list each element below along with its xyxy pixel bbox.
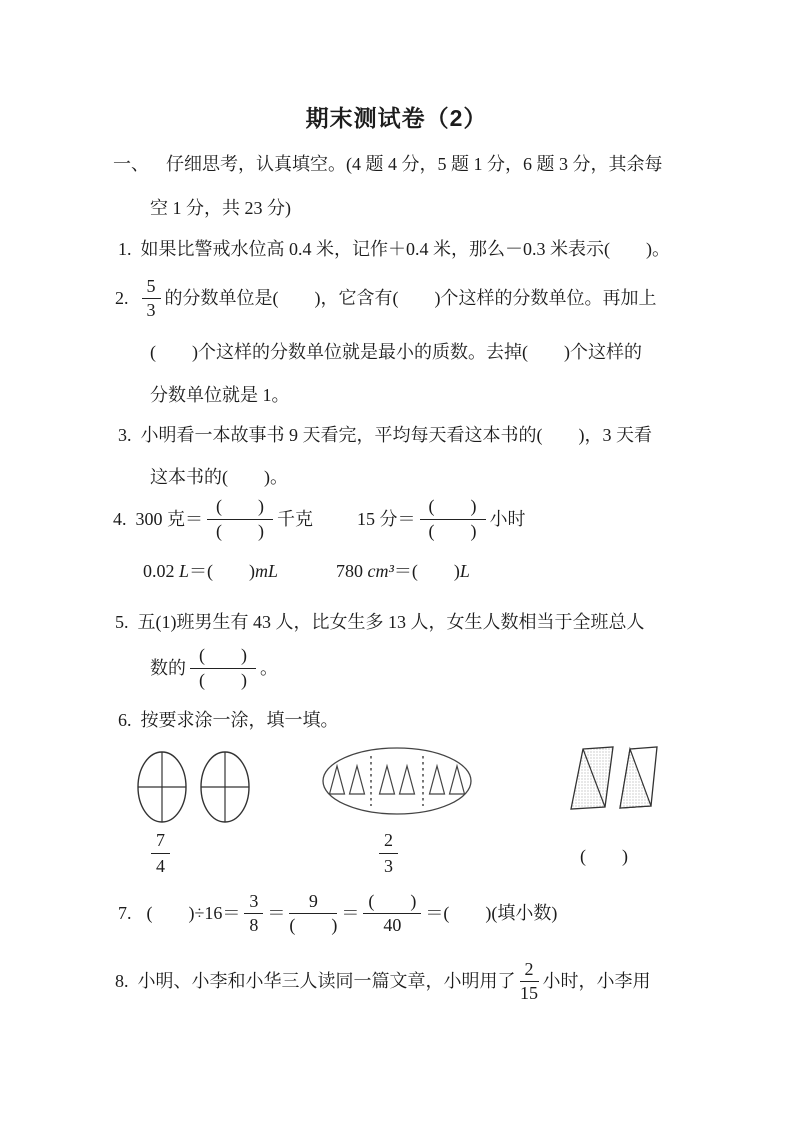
question-5-line-1 — [115, 609, 645, 635]
question-2-line-1 — [115, 272, 656, 324]
question-4-part-d-blank: ＝( ) — [393, 561, 460, 581]
question-7-segment-2: ＝( )(填小数) — [425, 903, 558, 923]
question-4-line-2 — [143, 558, 470, 584]
figure-b-fraction-label: 2 3 — [379, 830, 398, 876]
section-1-header-line-2: 空 1 分，共 23 分) — [150, 198, 291, 218]
section-1-header-line-1 — [113, 151, 663, 177]
question-6-line-1 — [118, 707, 339, 733]
fraction-5-3: $\frac{5}{3}$ — [142, 276, 161, 320]
page-title: 期末测试卷（2） — [305, 105, 488, 131]
unit-liter-italic: L — [459, 561, 470, 581]
question-4-number: 4. — [113, 509, 127, 529]
section-1-number: 一、 — [113, 154, 149, 174]
question-5-text-pre: 数的 — [150, 658, 186, 678]
question-4-part-d-value: 780 — [336, 561, 368, 581]
question-4-part-c-value: 0.02 — [143, 561, 179, 581]
blank-fraction-q5: $\frac{( )}{( )}$ — [190, 645, 256, 690]
question-1-text: 如果比警戒水位高 0.4 米，记作＋0.4 米，那么－0.3 米表示( )。 — [140, 239, 670, 259]
unit-liter-italic: L — [179, 561, 190, 581]
question-7-line-1 — [118, 884, 557, 942]
question-7-number: 7. — [118, 903, 132, 923]
question-5-text-post: 。 — [260, 658, 278, 678]
fraction-2-15: $\frac{2}{15}$ — [520, 958, 538, 1003]
question-5-text: 五(1)班男生有 43 人，比女生多 13 人，女生人数相当于全班总人 — [137, 612, 645, 632]
question-4-part-b-pre: 15 分＝ — [357, 509, 416, 529]
quartered-circles-figure — [128, 748, 258, 828]
question-1-line-1 — [118, 236, 670, 262]
figure-a-fraction-label: 7 4 — [151, 830, 170, 876]
fraction-blank-40: $\frac{( )}{40}$ — [363, 891, 421, 935]
question-7-segment-1: ( )÷16＝ — [146, 903, 241, 923]
question-2-number: 2. — [115, 288, 129, 308]
question-6-text: 按要求涂一涂，填一填。 — [140, 710, 339, 730]
question-4-part-a-unit: 千克 — [277, 509, 313, 529]
equals-sign: ＝ — [341, 903, 360, 923]
question-1-number: 1. — [118, 239, 132, 259]
unit-cubic-centimeter-italic: cm³ — [367, 561, 394, 581]
blank-fraction-a: $\frac{( )}{( )}$ — [207, 496, 273, 541]
equals-sign: ＝ — [267, 903, 286, 923]
shaded-parallelograms-figure — [563, 742, 668, 814]
question-3-number: 3. — [118, 425, 132, 445]
question-6-number: 6. — [118, 710, 132, 730]
question-8-number: 8. — [115, 971, 129, 991]
question-3-line-2: 这本书的( )。 — [150, 467, 288, 487]
figure-c-blank-label: ( ) — [580, 846, 628, 866]
question-2-line-2: ( )个这样的分数单位就是最小的质数。去掉( )个这样的 — [150, 342, 642, 362]
question-5-line-2 — [150, 640, 278, 696]
question-4-part-c-blank: ＝( ) — [189, 561, 256, 581]
question-4-line-1 — [113, 489, 526, 549]
question-3-line-1 — [118, 422, 652, 448]
question-2-text: 的分数单位是( )，它含有( )个这样的分数单位。再加上 — [164, 288, 657, 308]
question-8-text-post: 小时，小李用 — [542, 971, 651, 991]
fraction-9-blank: $\frac{9}{( )}$ — [289, 890, 338, 935]
section-1-text: 仔细思考，认真填空。(4 题 4 分，5 题 1 分，6 题 3 分，其余每 — [166, 154, 663, 174]
question-4-part-a-pre: 300 克＝ — [135, 509, 203, 529]
question-3-text: 小明看一本故事书 9 天看完，平均每天看这本书的( )，3 天看 — [140, 425, 652, 445]
triangle-groups-ellipse-figure — [320, 745, 476, 820]
blank-fraction-b: $\frac{( )}{( )}$ — [420, 496, 486, 541]
question-8-line-1 — [115, 953, 651, 1009]
question-8-text-pre: 小明、小李和小华三人读同一篇文章，小明用了 — [137, 971, 516, 991]
unit-milliliter-italic: mL — [255, 561, 279, 581]
fraction-3-8: $\frac{3}{8}$ — [244, 891, 263, 935]
question-2-line-3: 分数单位就是 1。 — [150, 385, 290, 405]
question-5-number: 5. — [115, 612, 129, 632]
question-4-part-b-unit: 小时 — [489, 509, 526, 529]
